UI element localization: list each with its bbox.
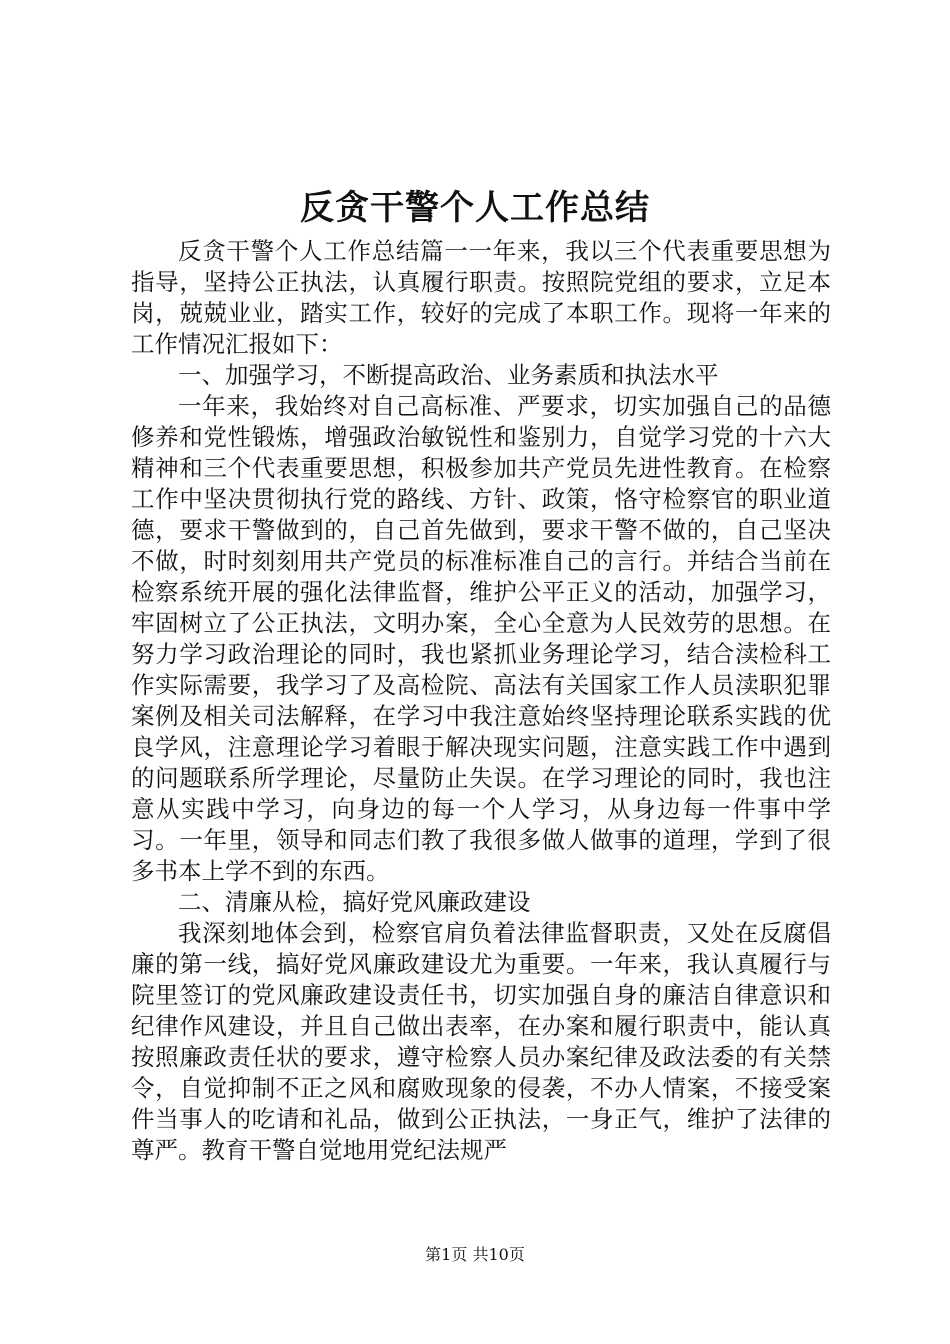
- page-footer: [0, 1244, 950, 1266]
- paragraph-intro: 反贪干警个人工作总结篇一一年来，我以三个代表重要思想为指导，坚持公正执法，认真履行职责。按照院党组的要求，立足本岗，兢兢业业，踏实工作，较好的完成了本职工作。现将一年来的工作情况汇报如下：: [131, 237, 831, 358]
- page-number: 第1页: [425, 1245, 468, 1264]
- paragraph-integrity: 我深刻地体会到，检察官肩负着法律监督职责，又处在反腐倡廉的第一线，搞好党风廉政建设尤为重要。一年来，我认真履行与院里签订的党风廉政建设责任书，切实加强自身的廉洁自律意识和纪律作风建设，并且自己做出表率，在办案和履行职责中，能认真按照廉政责任状的要求，遵守检察人员办案纪律及政法委的有关禁令，自觉抑制不正之风和腐败现象的侵袭，不办人情案，不接受案件当事人的吃请和礼品，做到公正执法，一身正气，维护了法律的尊严。教育干警自觉地用党纪法规严: [131, 919, 831, 1164]
- page-total: 共10页: [472, 1245, 525, 1264]
- section-heading-1: 一、加强学习，不断提高政治、业务素质和执法水平: [178, 361, 719, 389]
- document-title: 反贪干警个人工作总结: [300, 188, 650, 228]
- document-body: [131, 236, 831, 1166]
- section-heading-2: 二、清廉从检，搞好党风廉政建设: [178, 888, 531, 916]
- paragraph-study: 一年来，我始终对自己高标准、严要求，切实加强自己的品德修养和党性锻炼，增强政治敏锐性和鉴别力，自觉学习党的十六大精神和三个代表重要思想，积极参加共产党员先进性教育。在检察工作中坚决贯彻执行党的路线、方针、政策，恪守检察官的职业道德，要求干警做到的，自己首先做到，要求干警不做的，自己坚决不做，时时刻刻用共产党员的标准标准自己的言行。并结合当前在检察系统开展的强化法律监督，维护公平正义的活动，加强学习，牢固树立了公正执法，文明办案，全心全意为人民效劳的思想。在努力学习政治理论的同时，我也紧抓业务理论学习，结合渎检科工作实际需要，我学习了及高检院、高法有关国家工作人员渎职犯罪案例及相关司法解释，在学习中我注意始终坚持理论联系实践的优良学风，注意理论学习着眼于解决现实问题，注意实践工作中遇到的问题联系所学理论，尽量防止失误。在学习理论的同时，我也注意从实践中学习，向身边的每一个人学习，从身边每一件事中学习。一年里，领导和同志们教了我很多做人做事的道理，学到了很多书本上学不到的东西。: [131, 392, 831, 885]
